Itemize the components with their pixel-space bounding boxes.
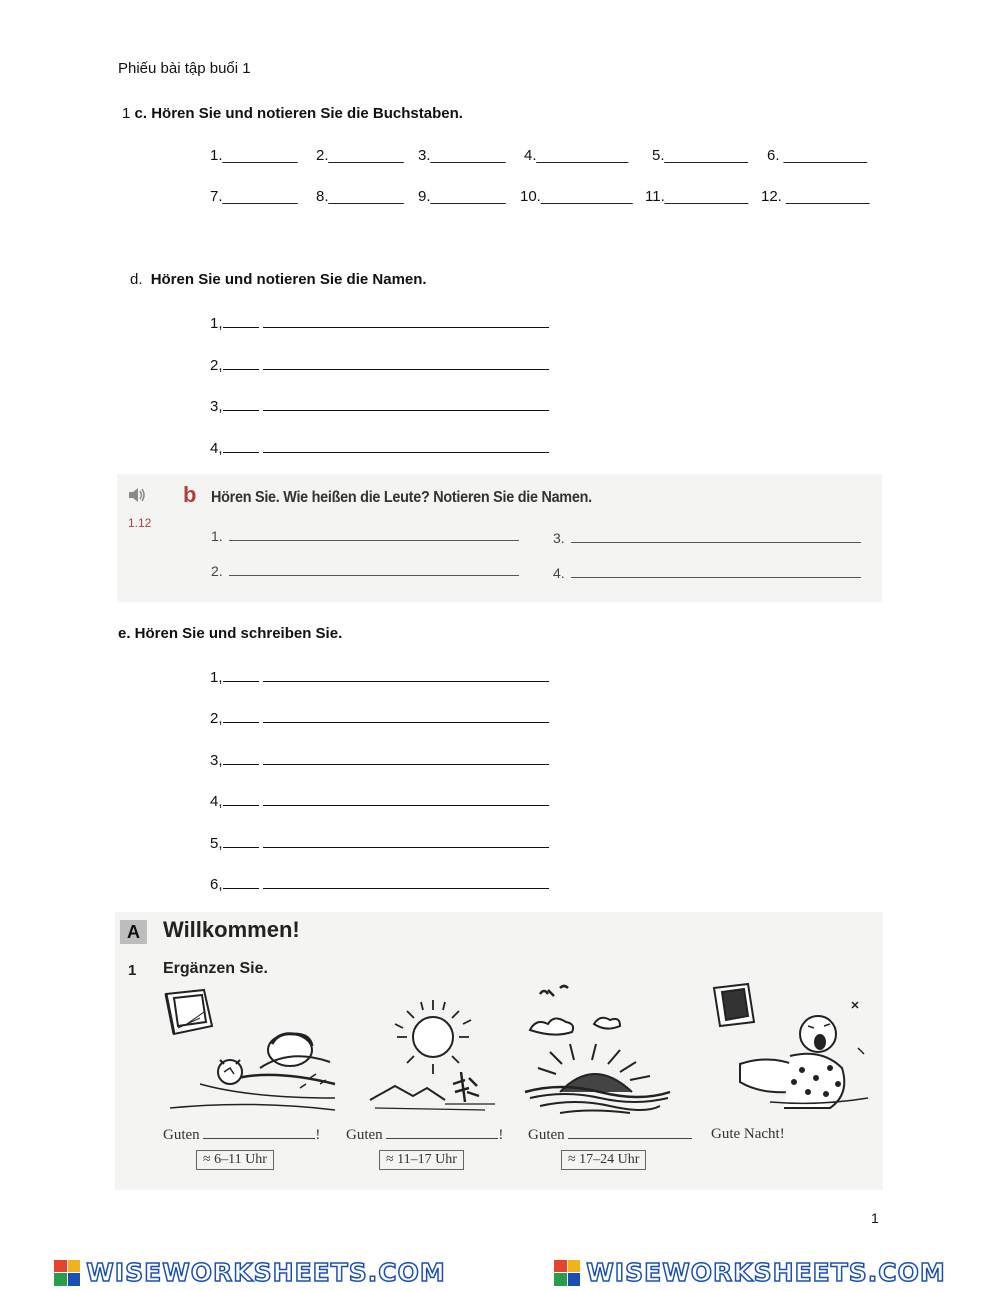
name-line[interactable] xyxy=(553,565,861,581)
sentence-answer-line[interactable] xyxy=(210,791,549,810)
name-line[interactable] xyxy=(211,528,519,544)
section-c-title xyxy=(122,105,463,122)
letter-blank[interactable]: 12. __________ xyxy=(761,188,870,205)
line-number: 2, xyxy=(210,357,223,374)
watermark-text: WISEWORKSHEETS.COM xyxy=(586,1258,946,1287)
name-answer-line[interactable] xyxy=(210,396,549,415)
letter-blank[interactable]: 4.___________ xyxy=(524,147,629,164)
sentence-answer-line[interactable] xyxy=(210,750,549,769)
greeting-blank[interactable] xyxy=(203,1126,315,1139)
watermark-group xyxy=(54,1258,446,1287)
night-illustration xyxy=(710,982,870,1120)
letter-blank[interactable]: 3._________ xyxy=(418,147,506,164)
task-instruction: Ergänzen Sie. xyxy=(163,960,268,977)
letter-blank[interactable]: 6. __________ xyxy=(767,147,868,164)
time-range-box: ≈ 6–11 Uhr xyxy=(196,1150,274,1170)
item-number: 3. xyxy=(553,530,565,546)
section-badge: A xyxy=(120,920,147,944)
watermark-group xyxy=(554,1258,946,1287)
name-answer-line[interactable] xyxy=(210,313,549,332)
evening-illustration xyxy=(520,980,675,1118)
letter-blank[interactable]: 2._________ xyxy=(316,147,404,164)
textbook-excerpt-b xyxy=(117,474,882,602)
name-answer-line[interactable] xyxy=(210,438,549,457)
name-answer-line[interactable] xyxy=(210,355,549,374)
footer-watermark-bar xyxy=(0,1254,1000,1291)
sentence-answer-line[interactable] xyxy=(210,708,549,727)
item-number: 4. xyxy=(553,565,565,581)
line-number: 1, xyxy=(210,669,223,686)
section-d-letter: d. xyxy=(130,271,143,288)
exercise-question: Hören Sie. Wie heißen die Leute? Notieren Sie die Namen. xyxy=(211,489,592,506)
caption-word: Guten xyxy=(346,1127,383,1143)
task-number: 1 xyxy=(128,962,137,979)
line-number: 3, xyxy=(210,398,223,415)
line-number: 1, xyxy=(210,315,223,332)
audio-track-number: 1.12 xyxy=(128,516,152,530)
line-number: 3, xyxy=(210,752,223,769)
caption-word: Guten xyxy=(163,1127,200,1143)
letter-blank[interactable]: 8._________ xyxy=(316,188,404,205)
greeting-caption xyxy=(346,1126,503,1144)
greeting-caption-night: Gute Nacht! xyxy=(711,1126,785,1142)
line-number: 5, xyxy=(210,835,223,852)
section-d-heading: Hören Sie und notieren Sie die Namen. xyxy=(150,271,427,288)
textbook-excerpt-a xyxy=(115,912,883,1190)
greeting-blank[interactable] xyxy=(386,1126,498,1139)
name-line[interactable] xyxy=(211,563,519,579)
letter-blank[interactable]: 5.__________ xyxy=(652,147,748,164)
page-number: 1 xyxy=(871,1210,879,1226)
excerpt-title: Willkommen! xyxy=(163,917,300,942)
time-range-box: ≈ 17–24 Uhr xyxy=(561,1150,646,1170)
exercise-number: 1 xyxy=(122,105,131,122)
greeting-blank[interactable] xyxy=(568,1126,692,1139)
sentence-answer-line[interactable] xyxy=(210,667,549,686)
wiseworksheets-logo-icon xyxy=(554,1260,580,1286)
section-c-heading: c. Hören Sie und notieren Sie die Buchstaben. xyxy=(134,105,463,122)
sentence-answer-line[interactable] xyxy=(210,874,549,893)
section-d-title xyxy=(130,271,427,288)
line-number: 6, xyxy=(210,876,223,893)
speaker-icon xyxy=(127,486,147,504)
line-number: 4, xyxy=(210,440,223,457)
name-line[interactable] xyxy=(553,530,861,546)
line-number: 2, xyxy=(210,710,223,727)
letter-blank[interactable]: 11.__________ xyxy=(645,188,749,205)
morning-illustration xyxy=(160,988,340,1118)
greeting-caption xyxy=(163,1126,320,1144)
greeting-caption xyxy=(528,1126,692,1144)
exercise-label: b xyxy=(183,482,197,507)
caption-word: Guten xyxy=(528,1127,565,1143)
section-e-title: e. Hören Sie und schreiben Sie. xyxy=(118,625,343,642)
letter-blank[interactable]: 7._________ xyxy=(210,188,298,205)
item-number: 1. xyxy=(211,528,223,544)
wiseworksheets-logo-icon xyxy=(54,1260,80,1286)
caption-exclaim: ! xyxy=(315,1127,321,1143)
caption-exclaim: ! xyxy=(498,1127,504,1143)
time-range-box: ≈ 11–17 Uhr xyxy=(379,1150,464,1170)
day-illustration xyxy=(365,992,505,1117)
item-number: 2. xyxy=(211,563,223,579)
watermark-text: WISEWORKSHEETS.COM xyxy=(86,1258,446,1287)
line-number: 4, xyxy=(210,793,223,810)
sentence-answer-line[interactable] xyxy=(210,833,549,852)
letter-blank[interactable]: 1._________ xyxy=(210,147,298,164)
letter-blank[interactable]: 9._________ xyxy=(418,188,506,205)
letter-blank[interactable]: 10.___________ xyxy=(520,188,633,205)
worksheet-header: Phiếu bài tập buổi 1 xyxy=(118,60,251,77)
